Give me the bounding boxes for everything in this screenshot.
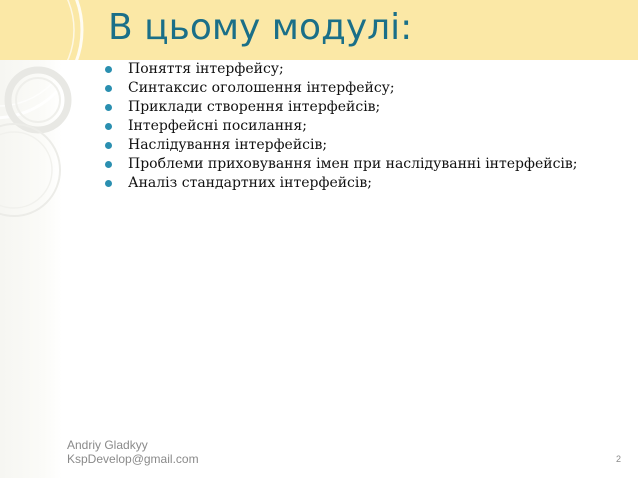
list-item-text: Проблеми приховування імен при наслідуванні інтерфейсів; — [128, 156, 578, 172]
module-topics-list — [104, 60, 577, 193]
bullet-dot-icon — [105, 161, 112, 168]
bullet-dot-icon — [105, 104, 112, 111]
bullet-dot-icon — [105, 123, 112, 130]
list-item — [104, 117, 577, 136]
bullet-dot-icon — [105, 85, 112, 92]
bullet-dot-icon — [105, 180, 112, 187]
list-item — [104, 174, 577, 193]
slide-title: В цьому модулі: — [108, 7, 413, 48]
list-item-text: Інтерфейсні посилання; — [128, 118, 307, 134]
list-item — [104, 155, 577, 174]
footer-author-name: Andriy Gladkyy — [67, 438, 148, 452]
list-item-text: Синтаксис оголошення інтерфейсу; — [128, 80, 395, 96]
bullet-dot-icon — [105, 142, 112, 149]
page-number: 2 — [615, 454, 621, 464]
bullet-dot-icon — [105, 66, 112, 73]
list-item — [104, 98, 577, 117]
list-item-text: Поняття інтерфейсу; — [128, 61, 284, 77]
list-item-text: Приклади створення інтерфейсів; — [128, 99, 381, 115]
footer-author-email: KspDevelop@gmail.com — [67, 452, 199, 466]
list-item-text: Наслідування інтерфейсів; — [128, 137, 328, 153]
list-item — [104, 136, 577, 155]
list-item-text: Аналіз стандартних інтерфейсів; — [128, 175, 372, 191]
list-item — [104, 79, 577, 98]
footer-author-block — [67, 438, 199, 466]
list-item — [104, 60, 577, 79]
